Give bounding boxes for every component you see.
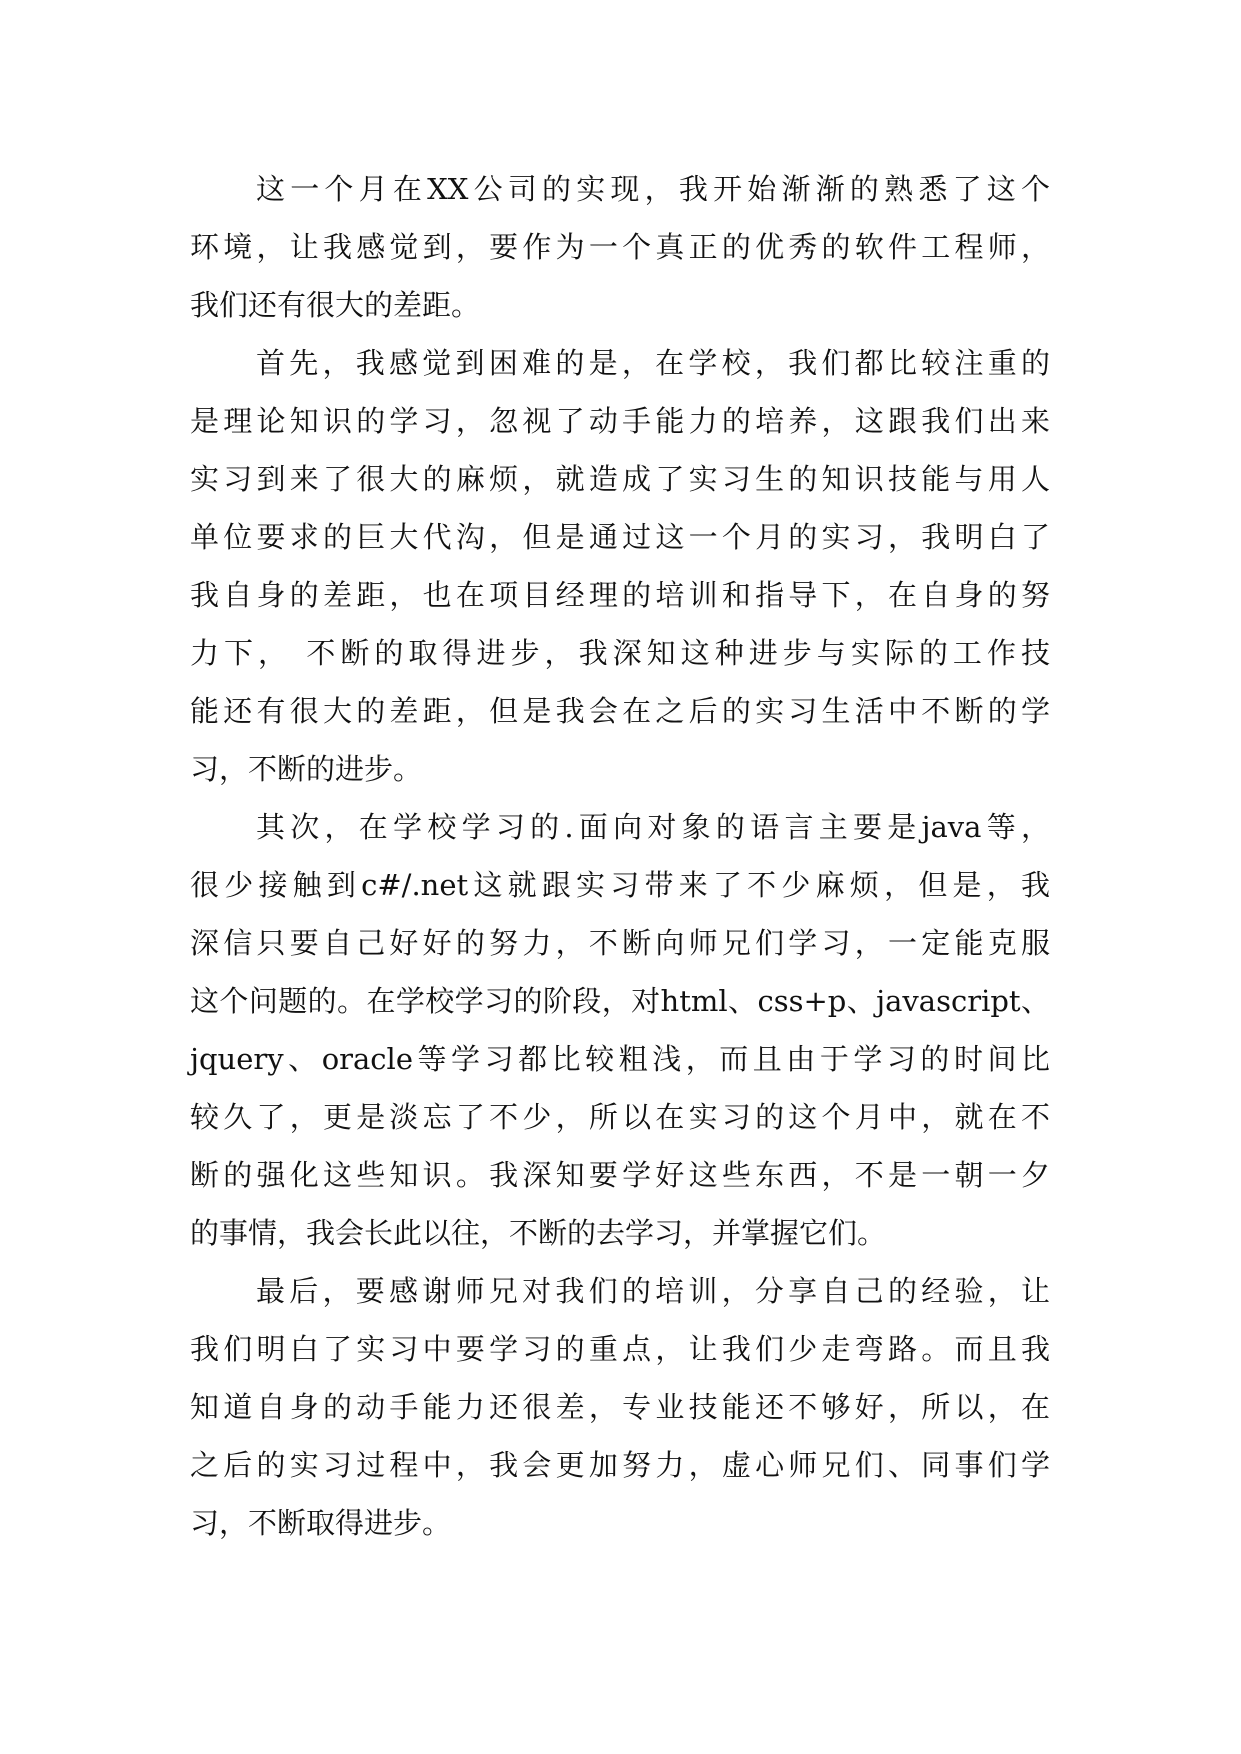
paragraph-line: 习，不断取得进步。 (190, 1506, 452, 1540)
paragraph-line: 我们还有很大的差距。 (190, 288, 481, 322)
paragraph-line: 我们明白了实习中要学习的重点，让我们少走弯路。而且我 (190, 1332, 1050, 1366)
paragraph-line: 这一个月在XX公司的实现，我开始渐渐的熟悉了这个 (256, 172, 1050, 206)
paragraph-line: 实习到来了很大的麻烦，就造成了实习生的知识技能与用人 (190, 462, 1050, 496)
paragraph-3 (190, 798, 1050, 1262)
paragraph-line: 其次，在学校学习的.面向对象的语言主要是java等， (256, 810, 1050, 844)
paragraph-line: 的事情，我会长此以往，不断的去学习，并掌握它们。 (190, 1216, 887, 1250)
paragraph-line: jquery、oracle等学习都比较粗浅，而且由于学习的时间比 (190, 1042, 1050, 1076)
paragraph-line: 较久了，更是淡忘了不少，所以在实习的这个月中，就在不 (190, 1100, 1050, 1134)
paragraph-line: 我自身的差距，也在项目经理的培训和指导下，在自身的努 (190, 578, 1050, 612)
paragraph-line: 深信只要自己好好的努力，不断向师兄们学习，一定能克服 (190, 926, 1050, 960)
paragraph-line: 很少接触到c#/.net这就跟实习带来了不少麻烦，但是，我 (190, 868, 1050, 902)
paragraph-line: 断的强化这些知识。我深知要学好这些东西，不是一朝一夕 (190, 1158, 1050, 1192)
paragraph-4 (190, 1262, 1050, 1552)
paragraph-line: 单位要求的巨大代沟，但是通过这一个月的实习，我明白了 (190, 520, 1050, 554)
paragraph-line: 首先，我感觉到困难的是，在学校，我们都比较注重的 (256, 346, 1050, 380)
document-body (190, 160, 1050, 1552)
paragraph-line: 最后，要感谢师兄对我们的培训，分享自己的经验，让 (256, 1274, 1050, 1308)
paragraph-line: 是理论知识的学习，忽视了动手能力的培养，这跟我们出来 (190, 404, 1050, 438)
paragraph-line: 这个问题的。在学校学习的阶段，对html、css+p、javascript、 (190, 984, 1050, 1018)
paragraph-line: 环境，让我感觉到，要作为一个真正的优秀的软件工程师， (190, 230, 1050, 264)
paragraph-line: 之后的实习过程中，我会更加努力，虚心师兄们、同事们学 (190, 1448, 1050, 1482)
paragraph-1 (190, 160, 1050, 334)
paragraph-line: 知道自身的动手能力还很差，专业技能还不够好，所以，在 (190, 1390, 1050, 1424)
paragraph-line: 能还有很大的差距，但是我会在之后的实习生活中不断的学 (190, 694, 1050, 728)
paragraph-2 (190, 334, 1050, 798)
paragraph-line: 力下， 不断的取得进步，我深知这种进步与实际的工作技 (190, 636, 1050, 670)
paragraph-line: 习，不断的进步。 (190, 752, 423, 786)
